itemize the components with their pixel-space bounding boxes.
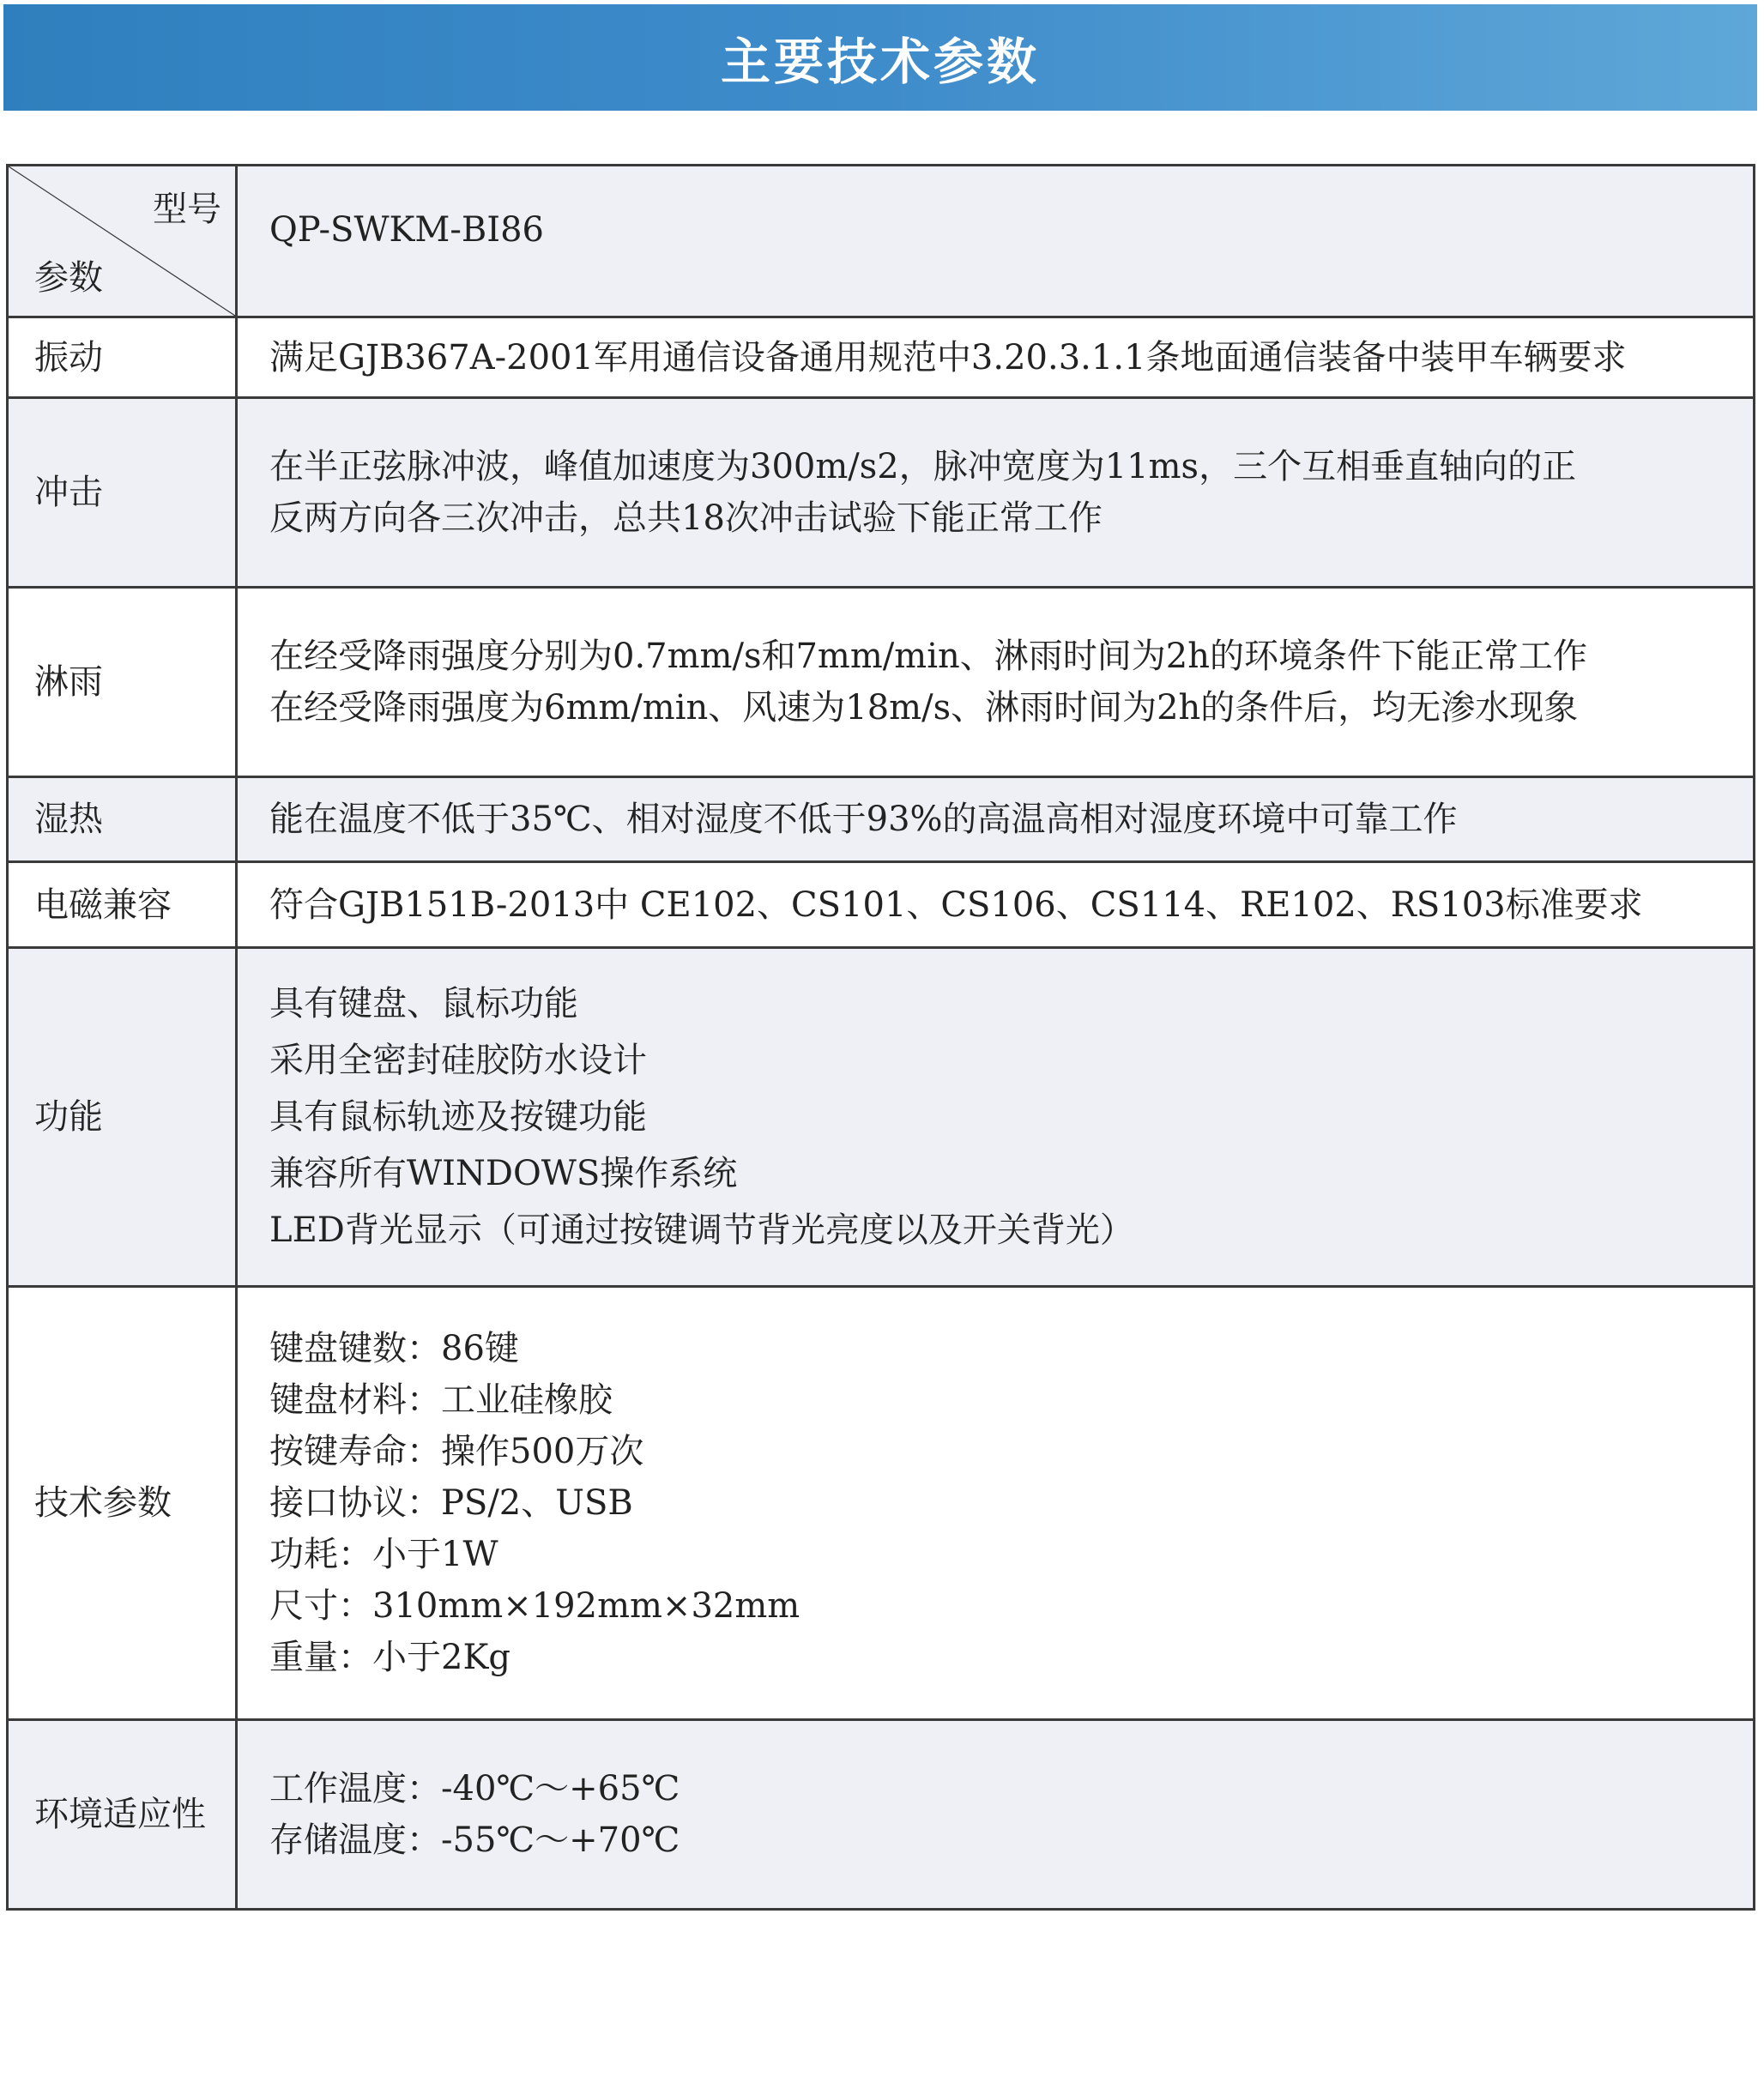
- table-row: [8, 948, 1755, 1287]
- table-header-row: [8, 166, 1755, 317]
- row-line: 键盘材料：工业硅橡胶: [269, 1380, 613, 1420]
- row-value: [237, 1287, 1755, 1720]
- title-banner: [3, 4, 1757, 111]
- row-value: [237, 777, 1755, 862]
- row-line: 重量：小于2Kg: [269, 1638, 510, 1677]
- row-label: 冲击: [8, 398, 237, 588]
- row-line: 存储温度：-55℃～+70℃: [269, 1820, 680, 1860]
- row-value: [237, 588, 1755, 777]
- row-value: [237, 398, 1755, 588]
- row-value: [237, 948, 1755, 1287]
- param-header-label: 参数: [34, 258, 103, 298]
- table-row: [8, 1720, 1755, 1910]
- model-header-label: 型号: [153, 190, 221, 229]
- row-line: 在经受降雨强度分别为0.7mm/s和7mm/min、淋雨时间为2h的环境条件下能正常工作: [269, 637, 1587, 676]
- row-line: 在经受降雨强度为6mm/min、风速为18m/s、淋雨时间为2h的条件后，均无渗水现象: [269, 688, 1579, 728]
- row-line: 采用全密封硅胶防水设计: [269, 1041, 647, 1080]
- row-line: 能在温度不低于35℃、相对湿度不低于93%的高温高相对湿度环境中可靠工作: [269, 800, 1458, 839]
- row-line: 满足GJB367A-2001军用通信设备通用规范中3.20.3.1.1条地面通信装备中装甲车辆要求: [269, 337, 1627, 377]
- row-line: 按键寿命：操作500万次: [269, 1432, 644, 1471]
- corner-cell: [8, 166, 237, 317]
- row-line: 键盘键数：86键: [269, 1329, 519, 1368]
- spec-table: [6, 164, 1755, 1911]
- row-label: 振动: [8, 317, 237, 398]
- row-line: 工作温度：-40℃～+65℃: [269, 1769, 680, 1808]
- row-value: [237, 862, 1755, 948]
- table-row: [8, 398, 1755, 588]
- table-row: [8, 588, 1755, 777]
- row-value: [237, 317, 1755, 398]
- row-line: 尺寸：310mm×192mm×32mm: [269, 1586, 800, 1626]
- row-line: 反两方向各三次冲击，总共18次冲击试验下能正常工作: [269, 498, 1102, 538]
- row-value: [237, 1720, 1755, 1910]
- page-title: 主要技术参数: [720, 33, 1040, 91]
- row-line: 具有鼠标轨迹及按键功能: [269, 1097, 647, 1137]
- row-label: 功能: [8, 948, 237, 1287]
- row-line: 具有键盘、鼠标功能: [269, 984, 578, 1023]
- row-label: 湿热: [8, 777, 237, 862]
- row-label: 淋雨: [8, 588, 237, 777]
- row-line: 接口协议：PS/2、USB: [269, 1483, 633, 1523]
- row-line: LED背光显示（可通过按键调节背光亮度以及开关背光）: [269, 1211, 1134, 1250]
- table-row: [8, 1287, 1755, 1720]
- row-line: 功耗：小于1W: [269, 1535, 498, 1574]
- model-value: QP-SWKM-BI86: [237, 166, 1755, 317]
- row-line: 在半正弦脉冲波，峰值加速度为300m/s2，脉冲宽度为11ms，三个互相垂直轴向的正: [269, 447, 1577, 486]
- row-line: 兼容所有WINDOWS操作系统: [269, 1154, 738, 1193]
- table-row: [8, 862, 1755, 948]
- table-row: [8, 317, 1755, 398]
- row-label: 电磁兼容: [8, 862, 237, 948]
- table-row: [8, 777, 1755, 862]
- row-line: 符合GJB151B-2013中 CE102、CS101、CS106、CS114、RE102、RS103标准要求: [269, 884, 1643, 925]
- row-label: 技术参数: [8, 1287, 237, 1720]
- row-label: 环境适应性: [8, 1720, 237, 1910]
